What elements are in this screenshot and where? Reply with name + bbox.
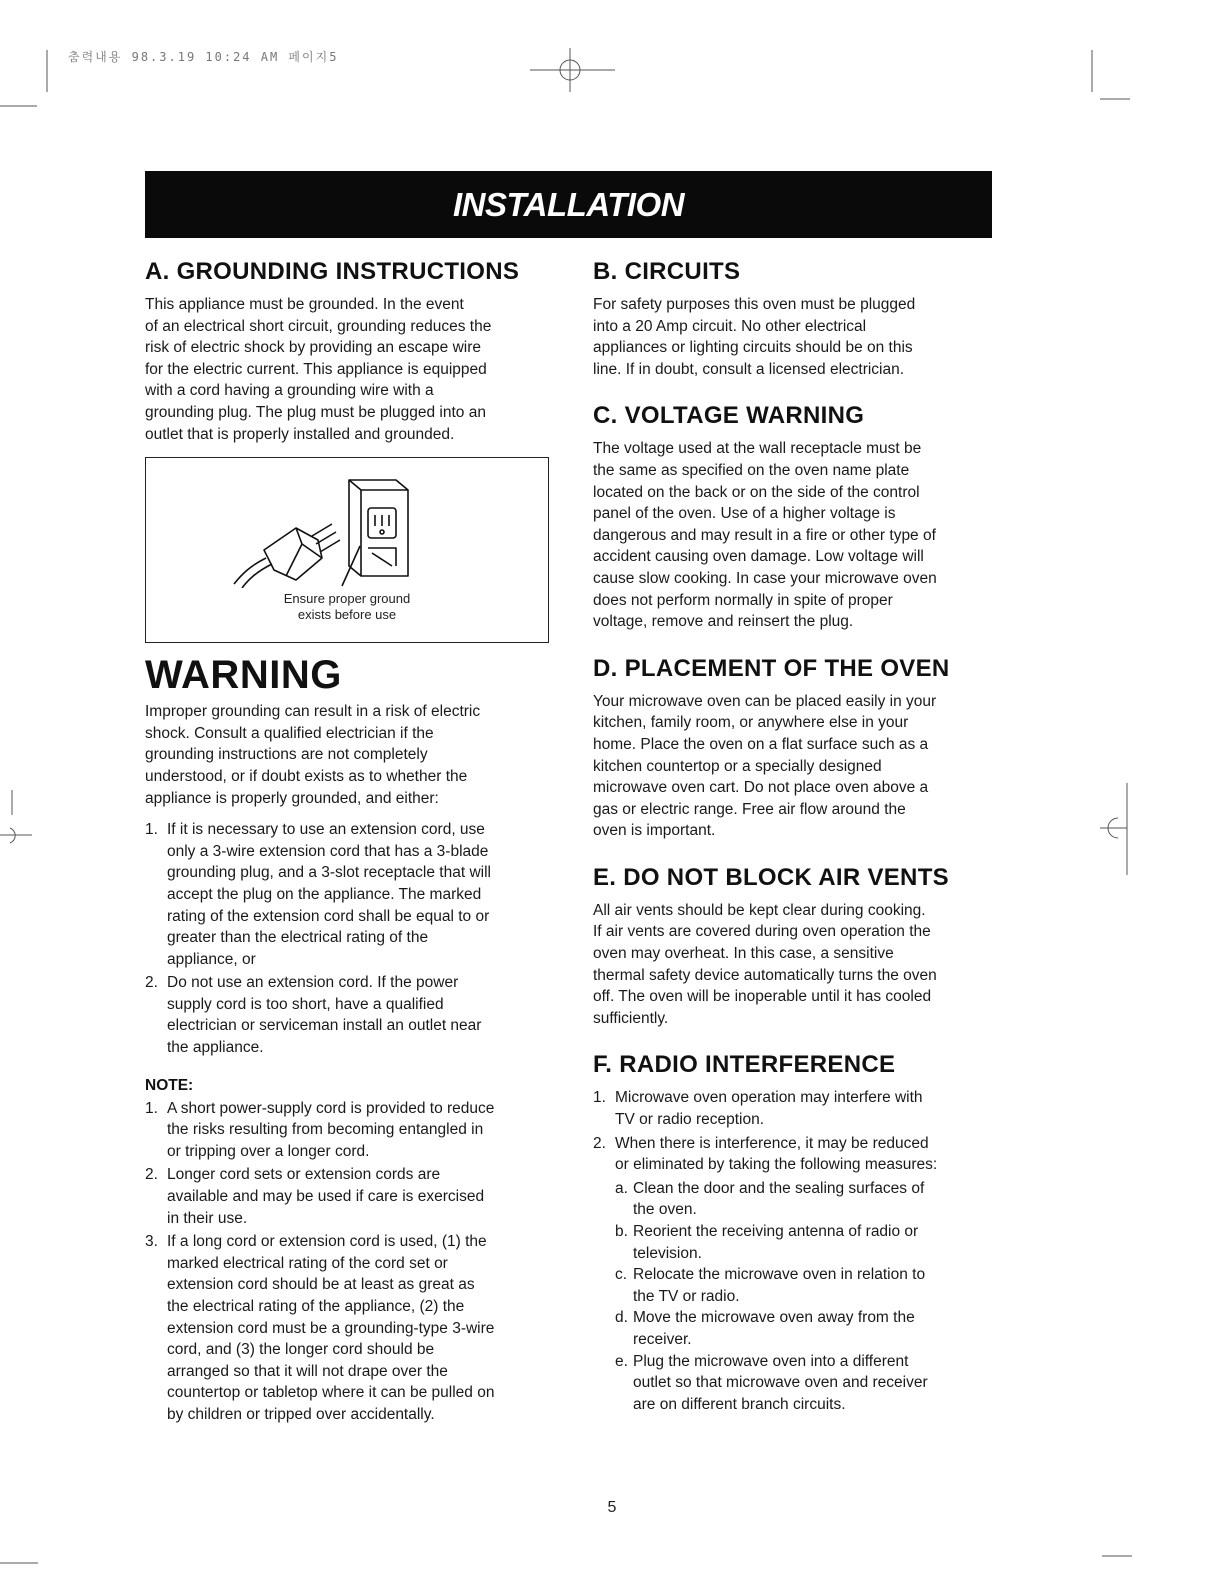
text-line: for the electric current. This appliance is equipped [145, 360, 487, 378]
text-line: cause slow cooking. In case your microwave oven [593, 569, 937, 587]
text-line: grounding instructions are not completely [145, 746, 428, 764]
text-line: If it is necessary to use an extension cord, use [167, 821, 485, 839]
text-line: If a long cord or extension cord is used, (1) the [167, 1233, 487, 1251]
text-line: extension cord must be a grounding-type 3-wire [167, 1319, 495, 1337]
page-title: INSTALLATION [452, 185, 685, 223]
text-line: TV or radio reception. [615, 1111, 765, 1129]
text-line: panel of the oven. Use of a higher voltage is [593, 505, 896, 523]
list-marker: c. [615, 1266, 628, 1284]
text-line: Longer cord sets or extension cords are [167, 1166, 441, 1184]
list-item [593, 1221, 993, 1264]
text-line: Improper grounding can result in a risk of electric [145, 703, 481, 721]
text-line: A short power-supply cord is provided to reduce [167, 1099, 495, 1117]
text-line: are on different branch circuits. [633, 1395, 846, 1413]
text-line: the risks resulting from becoming entangled in [167, 1121, 484, 1139]
text-line: grounding plug. The plug must be plugged into an [145, 403, 486, 421]
radio-sublist [593, 1178, 993, 1416]
list-marker: e. [615, 1352, 628, 1370]
circuits-text [593, 294, 993, 380]
list-item [593, 1264, 993, 1307]
text-line: accept the plug on the appliance. The marked [167, 885, 482, 903]
text-line: the TV or radio. [633, 1287, 740, 1305]
text-line: line. If in doubt, consult a licensed electrician. [593, 360, 905, 378]
circuits-section [593, 258, 993, 380]
text-line: electrician or serviceman install an outlet near [167, 1017, 482, 1035]
grounding-heading: A. GROUNDING INSTRUCTIONS [145, 258, 520, 285]
text-line: oven may overheat. In this case, a sensitive [593, 945, 894, 963]
text-line: voltage, remove and reinsert the plug. [593, 613, 854, 631]
grounding-text [145, 294, 555, 445]
list-marker: d. [615, 1309, 628, 1327]
page-number: 5 [607, 1499, 617, 1516]
voltage-section [593, 402, 993, 632]
text-line: accident causing oven damage. Low voltage will [593, 548, 924, 566]
placement-text [593, 691, 993, 842]
radio-heading: F. RADIO INTERFERENCE [593, 1051, 896, 1079]
text-line: understood, or if doubt exists as to whether the [145, 767, 468, 785]
text-line: oven is important. [593, 822, 716, 840]
placement-heading: D. PLACEMENT OF THE OVEN [593, 654, 950, 682]
section-banner [145, 171, 992, 238]
text-line: This appliance must be grounded. In the event [145, 296, 464, 313]
text-line: grounding plug, and a 3-slot receptacle that will [167, 864, 491, 882]
circuits-heading: B. CIRCUITS [593, 258, 741, 285]
list-marker: 2. [593, 1134, 606, 1152]
radio-section [593, 1051, 993, 1415]
list-marker: 2. [145, 1166, 158, 1184]
text-line: home. Place the oven on a flat surface such as a [593, 735, 929, 753]
text-line: gas or electric range. Free air flow around the [593, 800, 906, 818]
text-line: only a 3-wire extension cord that has a 3-blade [167, 842, 489, 860]
text-line: marked electrical rating of the cord set or [167, 1254, 448, 1272]
text-line: Clean the door and the sealing surfaces of [633, 1179, 925, 1197]
voltage-text [593, 438, 993, 632]
text-line: When there is interference, it may be reduced [615, 1134, 929, 1152]
text-line: greater than the electrical rating of the [167, 929, 429, 947]
printer-slug: 춤력내용 98.3.19 10:24 AM 페이지5 [68, 50, 339, 64]
text-line: kitchen countertop or a specially designed [593, 757, 882, 775]
text-line: thermal safety device automatically turns the oven [593, 966, 937, 984]
list-item [593, 1307, 993, 1350]
text-line: into a 20 Amp circuit. No other electrical [593, 317, 867, 335]
text-line: appliance is properly grounded, and either: [145, 789, 439, 807]
text-line: Plug the microwave oven into a different [633, 1352, 909, 1370]
list-item [145, 972, 555, 1058]
text-line: television. [633, 1244, 702, 1262]
text-line: Microwave oven operation may interfere with [615, 1089, 923, 1107]
caption-line: Ensure proper ground [283, 591, 411, 607]
text-line: available and may be used if care is exercised [167, 1188, 485, 1206]
warning-list [145, 819, 555, 1059]
text-line: receiver. [633, 1330, 692, 1348]
radio-list [593, 1087, 993, 1175]
text-line: appliances or lighting circuits should be on this [593, 339, 913, 357]
list-item [145, 1231, 555, 1425]
text-line: the electrical rating of the appliance, (2) the [167, 1298, 465, 1315]
text-line: If air vents are covered during oven operation the [593, 923, 931, 941]
list-marker: a. [615, 1179, 628, 1197]
text-line: Your microwave oven can be placed easily in your [593, 692, 937, 710]
text-line: or eliminated by taking the following measures: [615, 1156, 938, 1174]
text-line: shock. Consult a qualified electrician if the [145, 724, 434, 742]
figure-caption [146, 591, 548, 623]
text-line: rating of the extension cord shall be equal to or [167, 907, 490, 925]
caption-line: exists before use [297, 607, 397, 623]
text-line: sufficiently. [593, 1009, 669, 1027]
list-marker: 1. [593, 1089, 606, 1107]
list-marker: 1. [145, 1099, 158, 1117]
text-line: Reorient the receiving antenna of radio or [633, 1223, 919, 1240]
text-line: or tripping over a longer cord. [167, 1142, 370, 1160]
text-line: located on the back or on the side of the control [593, 483, 920, 501]
list-item [593, 1087, 993, 1130]
text-line: the oven. [633, 1201, 697, 1219]
text-line: Do not use an extension cord. If the power [167, 974, 459, 992]
note-list [145, 1098, 555, 1426]
list-item [593, 1178, 993, 1221]
text-line: Relocate the microwave oven in relation to [633, 1266, 926, 1284]
warning-heading: WARNING [145, 653, 342, 698]
grounding-illustration [145, 457, 549, 643]
text-line: in their use. [167, 1209, 248, 1227]
text-line: The voltage used at the wall receptacle must be [593, 440, 922, 458]
air-vents-text [593, 900, 993, 1030]
text-line: supply cord is too short, have a qualified [167, 995, 444, 1013]
text-line: kitchen, family room, or anywhere else in your [593, 714, 909, 732]
list-item [145, 1164, 555, 1229]
plug-and-outlet-icon [146, 458, 548, 588]
list-item [593, 1351, 993, 1416]
warning-text [145, 701, 555, 809]
placement-section [593, 655, 993, 842]
right-column [593, 258, 993, 1437]
text-line: the appliance. [167, 1039, 264, 1057]
list-marker: b. [615, 1223, 628, 1240]
voltage-heading: C. VOLTAGE WARNING [593, 402, 865, 430]
text-line: arranged so that it will not drape over the [167, 1362, 448, 1380]
text-line: of an electrical short circuit, grounding reduces the [145, 317, 492, 335]
text-line: For safety purposes this oven must be plugged [593, 296, 916, 313]
text-line: microwave oven cart. Do not place oven above a [593, 779, 929, 797]
list-marker: 1. [145, 821, 158, 839]
text-line: risk of electric shock by providing an escape wire [145, 339, 481, 357]
list-item [593, 1133, 993, 1176]
text-line: All air vents should be kept clear during cooking. [593, 901, 926, 919]
text-line: does not perform normally in spite of proper [593, 591, 893, 609]
note-label: NOTE: [145, 1076, 194, 1094]
text-line: dangerous and may result in a fire or other type of [593, 526, 936, 544]
text-line: off. The oven will be inoperable until it has cooled [593, 988, 932, 1006]
text-line: extension cord should be at least as great as [167, 1276, 475, 1294]
list-marker: 2. [145, 974, 158, 992]
list-marker: 3. [145, 1233, 158, 1251]
air-vents-section [593, 864, 993, 1030]
air-vents-heading: E. DO NOT BLOCK AIR VENTS [593, 863, 949, 891]
text-line: cord, and (3) the longer cord should be [167, 1341, 435, 1359]
text-line: outlet so that microwave oven and receiver [633, 1374, 928, 1392]
left-column [145, 258, 555, 1428]
list-item [145, 1098, 555, 1163]
text-line: outlet that is properly installed and grounded. [145, 425, 455, 443]
text-line: the same as specified on the oven name plate [593, 461, 910, 479]
text-line: Move the microwave oven away from the [633, 1309, 915, 1327]
text-line: with a cord having a grounding wire with a [145, 382, 434, 400]
text-line: appliance, or [167, 950, 256, 968]
list-item [145, 819, 555, 970]
text-line: by children or tripped over accidentally. [167, 1405, 435, 1423]
text-line: countertop or tabletop where it can be pulled on [167, 1384, 495, 1402]
